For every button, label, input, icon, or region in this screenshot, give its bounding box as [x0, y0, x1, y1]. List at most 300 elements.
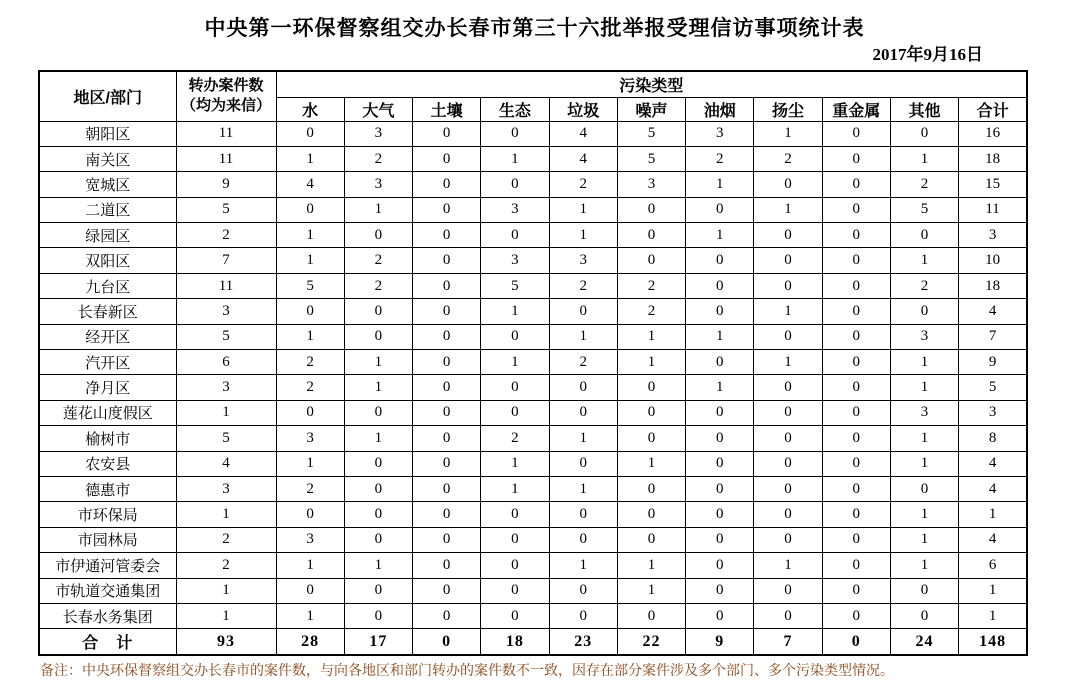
header-col-0: 水 — [276, 97, 344, 121]
value-cell: 0 — [413, 426, 481, 451]
value-cell: 0 — [754, 578, 822, 603]
value-cell: 0 — [344, 324, 412, 349]
value-cell: 1 — [617, 451, 685, 476]
table-row — [39, 146, 1027, 171]
value-cell: 2 — [549, 172, 617, 197]
cases-cell: 4 — [176, 451, 276, 476]
value-cell: 1 — [617, 324, 685, 349]
value-cell: 1 — [890, 451, 958, 476]
value-cell: 16 — [959, 121, 1027, 146]
value-cell: 2 — [276, 375, 344, 400]
value-cell: 0 — [686, 502, 754, 527]
value-cell: 0 — [413, 502, 481, 527]
cases-cell: 3 — [176, 476, 276, 501]
value-cell: 3 — [890, 400, 958, 425]
value-cell: 0 — [822, 172, 890, 197]
region-cell: 净月区 — [39, 375, 176, 400]
header-col-8: 重金属 — [822, 97, 890, 121]
value-cell: 2 — [617, 273, 685, 298]
region-cell: 莲花山度假区 — [39, 400, 176, 425]
table-row — [39, 426, 1027, 451]
value-cell: 5 — [481, 273, 549, 298]
table-row — [39, 248, 1027, 273]
value-cell: 0 — [413, 578, 481, 603]
value-cell: 0 — [617, 375, 685, 400]
value-cell: 0 — [413, 121, 481, 146]
value-cell: 0 — [686, 476, 754, 501]
value-cell: 0 — [413, 527, 481, 552]
value-cell: 0 — [344, 299, 412, 324]
value-cell: 0 — [686, 197, 754, 222]
value-cell: 1 — [481, 299, 549, 324]
value-cell: 3 — [959, 400, 1027, 425]
value-cell: 2 — [754, 146, 822, 171]
value-cell: 0 — [617, 400, 685, 425]
table-row — [39, 121, 1027, 146]
region-cell: 经开区 — [39, 324, 176, 349]
value-cell: 0 — [754, 451, 822, 476]
value-cell: 1 — [276, 603, 344, 628]
value-cell: 1 — [754, 299, 822, 324]
value-cell: 2 — [344, 146, 412, 171]
region-cell: 农安县 — [39, 451, 176, 476]
value-cell: 1 — [481, 451, 549, 476]
value-cell: 0 — [276, 299, 344, 324]
report-date: 2017年9月16日 — [872, 45, 983, 64]
value-cell: 0 — [686, 578, 754, 603]
value-cell: 1 — [617, 578, 685, 603]
value-cell: 2 — [344, 248, 412, 273]
cases-cell: 11 — [176, 121, 276, 146]
header-col-3: 生态 — [481, 97, 549, 121]
value-cell: 0 — [686, 426, 754, 451]
value-cell: 1 — [754, 121, 822, 146]
cases-cell: 1 — [176, 400, 276, 425]
value-cell: 1 — [890, 350, 958, 375]
value-cell: 18 — [959, 146, 1027, 171]
table-row — [39, 324, 1027, 349]
value-cell: 0 — [413, 146, 481, 171]
table-row — [39, 197, 1027, 222]
value-cell: 0 — [481, 400, 549, 425]
value-cell: 1 — [549, 197, 617, 222]
header-row-top — [39, 71, 1027, 97]
cases-cell: 1 — [176, 502, 276, 527]
value-cell: 0 — [276, 400, 344, 425]
cases-cell: 5 — [176, 197, 276, 222]
value-cell: 0 — [822, 553, 890, 578]
value-cell: 1 — [890, 527, 958, 552]
total-row — [39, 629, 1027, 655]
cases-cell: 7 — [176, 248, 276, 273]
value-cell: 2 — [617, 299, 685, 324]
value-cell: 0 — [822, 426, 890, 451]
header-col-9: 其他 — [890, 97, 958, 121]
value-cell: 0 — [344, 527, 412, 552]
value-cell: 0 — [549, 375, 617, 400]
value-cell: 0 — [754, 426, 822, 451]
value-cell: 0 — [413, 197, 481, 222]
value-cell: 0 — [413, 223, 481, 248]
value-cell: 1 — [890, 248, 958, 273]
page-title: 中央第一环保督察组交办长春市第三十六批举报受理信访事项统计表 — [204, 17, 865, 40]
value-cell: 2 — [344, 273, 412, 298]
cases-cell: 2 — [176, 527, 276, 552]
header-pollution-type: 污染类型 — [276, 71, 1027, 97]
value-cell: 0 — [617, 527, 685, 552]
value-cell: 0 — [276, 502, 344, 527]
value-cell: 0 — [413, 451, 481, 476]
value-cell: 4 — [959, 299, 1027, 324]
cases-cell: 1 — [176, 603, 276, 628]
value-cell: 3 — [344, 172, 412, 197]
value-cell: 0 — [344, 603, 412, 628]
table-row — [39, 375, 1027, 400]
value-cell: 0 — [754, 172, 822, 197]
value-cell: 1 — [890, 375, 958, 400]
header-col-10: 合计 — [959, 97, 1027, 121]
value-cell: 0 — [481, 578, 549, 603]
value-cell: 0 — [413, 603, 481, 628]
value-cell: 18 — [481, 629, 549, 655]
value-cell: 2 — [549, 350, 617, 375]
value-cell: 3 — [344, 121, 412, 146]
value-cell: 0 — [413, 172, 481, 197]
value-cell: 0 — [344, 400, 412, 425]
value-cell: 0 — [413, 476, 481, 501]
value-cell: 1 — [549, 476, 617, 501]
value-cell: 1 — [890, 426, 958, 451]
cases-cell: 1 — [176, 578, 276, 603]
value-cell: 0 — [822, 273, 890, 298]
value-cell: 1 — [549, 553, 617, 578]
value-cell: 148 — [959, 629, 1027, 655]
value-cell: 1 — [481, 146, 549, 171]
value-cell: 0 — [617, 502, 685, 527]
cases-cell: 3 — [176, 299, 276, 324]
value-cell: 3 — [276, 426, 344, 451]
cases-cell: 5 — [176, 324, 276, 349]
value-cell: 0 — [686, 451, 754, 476]
header-col-7: 扬尘 — [754, 97, 822, 121]
region-cell: 长春水务集团 — [39, 603, 176, 628]
value-cell: 0 — [890, 299, 958, 324]
region-cell: 二道区 — [39, 197, 176, 222]
value-cell: 0 — [890, 223, 958, 248]
value-cell: 4 — [276, 172, 344, 197]
value-cell: 5 — [890, 197, 958, 222]
header-cases-line1: 转办案件数 — [188, 77, 264, 95]
value-cell: 0 — [481, 375, 549, 400]
table-row — [39, 223, 1027, 248]
footnote: 备注：中央环保督察组交办长春市的案件数，与向各地区和部门转办的案件数不一致，因存在部分案件涉及多个部门、多个污染类型情况。 — [40, 663, 894, 679]
region-cell: 德惠市 — [39, 476, 176, 501]
value-cell: 0 — [754, 527, 822, 552]
value-cell: 0 — [413, 299, 481, 324]
value-cell: 0 — [344, 451, 412, 476]
value-cell: 9 — [959, 350, 1027, 375]
value-cell: 1 — [481, 350, 549, 375]
value-cell: 0 — [890, 476, 958, 501]
value-cell: 1 — [344, 553, 412, 578]
value-cell: 1 — [754, 553, 822, 578]
value-cell: 0 — [481, 527, 549, 552]
value-cell: 0 — [413, 350, 481, 375]
value-cell: 11 — [959, 197, 1027, 222]
value-cell: 0 — [822, 476, 890, 501]
value-cell: 0 — [686, 248, 754, 273]
region-cell: 市园林局 — [39, 527, 176, 552]
value-cell: 0 — [890, 578, 958, 603]
value-cell: 0 — [549, 578, 617, 603]
value-cell: 0 — [617, 248, 685, 273]
value-cell: 1 — [344, 197, 412, 222]
value-cell: 1 — [276, 324, 344, 349]
value-cell: 2 — [686, 146, 754, 171]
value-cell: 1 — [890, 146, 958, 171]
table-row — [39, 400, 1027, 425]
cases-cell: 11 — [176, 273, 276, 298]
value-cell: 1 — [344, 426, 412, 451]
table-row — [39, 578, 1027, 603]
cases-cell: 11 — [176, 146, 276, 171]
value-cell: 0 — [822, 146, 890, 171]
cases-cell: 5 — [176, 426, 276, 451]
value-cell: 0 — [686, 299, 754, 324]
value-cell: 0 — [686, 400, 754, 425]
value-cell: 0 — [822, 502, 890, 527]
value-cell: 0 — [549, 502, 617, 527]
value-cell: 18 — [959, 273, 1027, 298]
value-cell: 7 — [754, 629, 822, 655]
value-cell: 0 — [822, 350, 890, 375]
region-cell: 榆树市 — [39, 426, 176, 451]
value-cell: 0 — [686, 553, 754, 578]
cases-cell: 9 — [176, 172, 276, 197]
value-cell: 0 — [276, 578, 344, 603]
region-cell: 朝阳区 — [39, 121, 176, 146]
value-cell: 23 — [549, 629, 617, 655]
value-cell: 0 — [754, 476, 822, 501]
value-cell: 0 — [754, 223, 822, 248]
region-cell: 市轨道交通集团 — [39, 578, 176, 603]
table-row — [39, 603, 1027, 628]
value-cell: 0 — [754, 502, 822, 527]
value-cell: 0 — [754, 324, 822, 349]
table-row — [39, 476, 1027, 501]
value-cell: 0 — [549, 451, 617, 476]
cases-cell: 3 — [176, 375, 276, 400]
value-cell: 0 — [344, 476, 412, 501]
value-cell: 4 — [959, 476, 1027, 501]
value-cell: 0 — [822, 400, 890, 425]
header-col-4: 垃圾 — [549, 97, 617, 121]
value-cell: 2 — [276, 350, 344, 375]
header-region: 地区/部门 — [39, 71, 176, 121]
value-cell: 0 — [822, 299, 890, 324]
value-cell: 0 — [617, 223, 685, 248]
value-cell: 6 — [959, 553, 1027, 578]
value-cell: 1 — [276, 451, 344, 476]
value-cell: 1 — [549, 324, 617, 349]
value-cell: 0 — [686, 273, 754, 298]
value-cell: 0 — [413, 629, 481, 655]
value-cell: 0 — [822, 121, 890, 146]
value-cell: 1 — [344, 350, 412, 375]
value-cell: 1 — [890, 502, 958, 527]
value-cell: 0 — [822, 527, 890, 552]
value-cell: 0 — [617, 603, 685, 628]
value-cell: 1 — [344, 375, 412, 400]
value-cell: 0 — [344, 578, 412, 603]
value-cell: 0 — [617, 426, 685, 451]
region-cell: 市伊通河管委会 — [39, 553, 176, 578]
value-cell: 1 — [549, 426, 617, 451]
table-body — [39, 121, 1027, 655]
cases-cell: 93 — [176, 629, 276, 655]
value-cell: 0 — [549, 400, 617, 425]
value-cell: 1 — [617, 553, 685, 578]
value-cell: 0 — [822, 629, 890, 655]
value-cell: 0 — [617, 476, 685, 501]
value-cell: 2 — [890, 172, 958, 197]
value-cell: 0 — [481, 502, 549, 527]
table-row — [39, 172, 1027, 197]
value-cell: 0 — [822, 578, 890, 603]
region-cell: 双阳区 — [39, 248, 176, 273]
value-cell: 4 — [959, 451, 1027, 476]
value-cell: 15 — [959, 172, 1027, 197]
value-cell: 5 — [276, 273, 344, 298]
value-cell: 0 — [754, 375, 822, 400]
value-cell: 1 — [481, 476, 549, 501]
value-cell: 4 — [959, 527, 1027, 552]
region-cell: 九台区 — [39, 273, 176, 298]
value-cell: 5 — [617, 146, 685, 171]
value-cell: 0 — [413, 324, 481, 349]
value-cell: 2 — [481, 426, 549, 451]
value-cell: 0 — [822, 451, 890, 476]
statistics-table — [38, 70, 1028, 656]
value-cell: 0 — [686, 350, 754, 375]
value-cell: 1 — [686, 324, 754, 349]
value-cell: 0 — [413, 375, 481, 400]
value-cell: 0 — [890, 603, 958, 628]
region-cell: 长春新区 — [39, 299, 176, 324]
value-cell: 28 — [276, 629, 344, 655]
value-cell: 1 — [959, 578, 1027, 603]
value-cell: 10 — [959, 248, 1027, 273]
value-cell: 5 — [959, 375, 1027, 400]
value-cell: 0 — [822, 603, 890, 628]
value-cell: 1 — [754, 197, 822, 222]
value-cell: 1 — [959, 502, 1027, 527]
value-cell: 0 — [481, 223, 549, 248]
table-row — [39, 350, 1027, 375]
value-cell: 0 — [754, 248, 822, 273]
region-cell: 市环保局 — [39, 502, 176, 527]
value-cell: 3 — [481, 248, 549, 273]
value-cell: 0 — [344, 223, 412, 248]
value-cell: 22 — [617, 629, 685, 655]
value-cell: 0 — [822, 223, 890, 248]
value-cell: 1 — [754, 350, 822, 375]
value-cell: 0 — [617, 197, 685, 222]
value-cell: 0 — [686, 527, 754, 552]
value-cell: 1 — [276, 223, 344, 248]
value-cell: 1 — [959, 603, 1027, 628]
table-row — [39, 553, 1027, 578]
header-col-6: 油烟 — [686, 97, 754, 121]
value-cell: 2 — [276, 476, 344, 501]
value-cell: 1 — [617, 350, 685, 375]
value-cell: 0 — [822, 375, 890, 400]
value-cell: 24 — [890, 629, 958, 655]
value-cell: 3 — [959, 223, 1027, 248]
value-cell: 0 — [822, 324, 890, 349]
value-cell: 1 — [276, 553, 344, 578]
cases-cell: 2 — [176, 553, 276, 578]
value-cell: 0 — [481, 172, 549, 197]
value-cell: 0 — [276, 121, 344, 146]
value-cell: 3 — [890, 324, 958, 349]
region-cell: 绿园区 — [39, 223, 176, 248]
cases-cell: 6 — [176, 350, 276, 375]
header-cases — [176, 71, 276, 121]
value-cell: 9 — [686, 629, 754, 655]
value-cell: 3 — [686, 121, 754, 146]
value-cell: 2 — [549, 273, 617, 298]
value-cell: 0 — [890, 121, 958, 146]
value-cell: 0 — [413, 248, 481, 273]
value-cell: 0 — [481, 553, 549, 578]
table-row — [39, 299, 1027, 324]
header-col-1: 大气 — [344, 97, 412, 121]
cases-cell: 2 — [176, 223, 276, 248]
region-cell: 宽城区 — [39, 172, 176, 197]
value-cell: 1 — [686, 172, 754, 197]
value-cell: 0 — [481, 603, 549, 628]
value-cell: 5 — [617, 121, 685, 146]
value-cell: 2 — [890, 273, 958, 298]
value-cell: 0 — [754, 603, 822, 628]
value-cell: 0 — [754, 400, 822, 425]
value-cell: 0 — [549, 299, 617, 324]
value-cell: 0 — [754, 273, 822, 298]
value-cell: 0 — [344, 502, 412, 527]
value-cell: 0 — [413, 273, 481, 298]
value-cell: 3 — [617, 172, 685, 197]
value-cell: 3 — [276, 527, 344, 552]
header-col-5: 噪声 — [617, 97, 685, 121]
value-cell: 4 — [549, 121, 617, 146]
value-cell: 0 — [822, 248, 890, 273]
value-cell: 3 — [549, 248, 617, 273]
header-cases-line2: （均为来信） — [180, 97, 271, 115]
header-col-2: 土壤 — [413, 97, 481, 121]
table-header — [39, 71, 1027, 121]
region-cell: 南关区 — [39, 146, 176, 171]
value-cell: 0 — [276, 197, 344, 222]
value-cell: 7 — [959, 324, 1027, 349]
value-cell: 8 — [959, 426, 1027, 451]
value-cell: 1 — [686, 375, 754, 400]
table-row — [39, 527, 1027, 552]
value-cell: 1 — [686, 223, 754, 248]
value-cell: 0 — [481, 121, 549, 146]
table-row — [39, 502, 1027, 527]
value-cell: 0 — [413, 553, 481, 578]
